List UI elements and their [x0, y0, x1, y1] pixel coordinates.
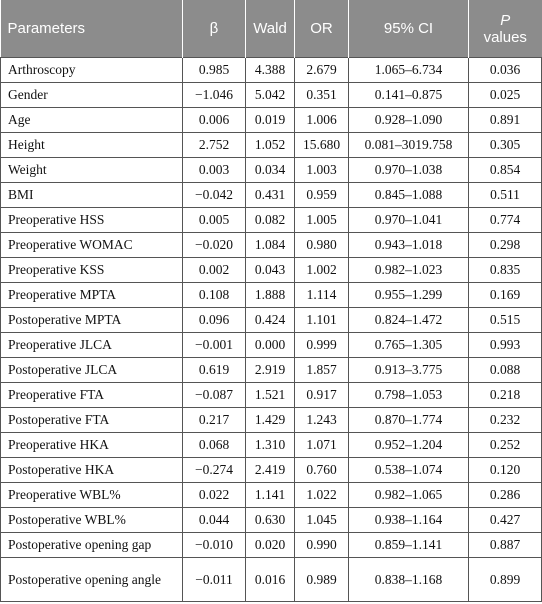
- table-row: [1, 483, 542, 508]
- or-cell: 0.351: [295, 83, 349, 108]
- parameter-cell: Arthroscopy: [1, 58, 183, 83]
- table-row: [1, 508, 542, 533]
- or-cell: 0.959: [295, 183, 349, 208]
- p-value-cell: 0.286: [469, 483, 542, 508]
- ci-cell: 0.859–1.141: [349, 533, 469, 558]
- parameter-cell: Preoperative FTA: [1, 383, 183, 408]
- ci-cell: 0.938–1.164: [349, 508, 469, 533]
- table-row: [1, 308, 542, 333]
- wald-cell: 1.888: [246, 283, 295, 308]
- parameter-cell: Preoperative MPTA: [1, 283, 183, 308]
- or-cell: 1.045: [295, 508, 349, 533]
- wald-cell: 0.431: [246, 183, 295, 208]
- parameter-cell: Gender: [1, 83, 183, 108]
- beta-cell: 0.002: [183, 258, 246, 283]
- p-value-cell: 0.993: [469, 333, 542, 358]
- beta-cell: −1.046: [183, 83, 246, 108]
- p-value-cell: 0.120: [469, 458, 542, 483]
- wald-cell: 1.141: [246, 483, 295, 508]
- wald-cell: 0.020: [246, 533, 295, 558]
- table-header: [1, 0, 542, 58]
- ci-cell: 0.845–1.088: [349, 183, 469, 208]
- beta-cell: 0.217: [183, 408, 246, 433]
- p-value-cell: 0.218: [469, 383, 542, 408]
- p-value-cell: 0.511: [469, 183, 542, 208]
- parameter-cell: BMI: [1, 183, 183, 208]
- wald-cell: 0.043: [246, 258, 295, 283]
- beta-cell: −0.011: [183, 558, 246, 602]
- p-value-cell: 0.427: [469, 508, 542, 533]
- table-row: [1, 458, 542, 483]
- beta-cell: 0.096: [183, 308, 246, 333]
- p-value-cell: 0.835: [469, 258, 542, 283]
- ci-cell: 0.928–1.090: [349, 108, 469, 133]
- wald-cell: 0.630: [246, 508, 295, 533]
- header-ci: 95% CI: [349, 0, 469, 58]
- parameter-cell: Postoperative MPTA: [1, 308, 183, 333]
- header-parameters: Parameters: [1, 0, 183, 58]
- beta-cell: 0.005: [183, 208, 246, 233]
- or-cell: 0.917: [295, 383, 349, 408]
- table-row: [1, 258, 542, 283]
- wald-cell: 2.419: [246, 458, 295, 483]
- header-or: OR: [295, 0, 349, 58]
- header-values: values: [483, 28, 527, 46]
- p-value-cell: 0.774: [469, 208, 542, 233]
- parameter-cell: Postoperative FTA: [1, 408, 183, 433]
- ci-cell: 1.065–6.734: [349, 58, 469, 83]
- table-row: [1, 158, 542, 183]
- wald-cell: 4.388: [246, 58, 295, 83]
- ci-cell: 0.141–0.875: [349, 83, 469, 108]
- header-row: [1, 0, 542, 58]
- p-value-cell: 0.088: [469, 358, 542, 383]
- wald-cell: 1.052: [246, 133, 295, 158]
- parameter-cell: Postoperative HKA: [1, 458, 183, 483]
- table-row: [1, 283, 542, 308]
- ci-cell: 0.970–1.041: [349, 208, 469, 233]
- p-value-cell: 0.515: [469, 308, 542, 333]
- ci-cell: 0.952–1.204: [349, 433, 469, 458]
- p-value-cell: 0.854: [469, 158, 542, 183]
- ci-cell: 0.955–1.299: [349, 283, 469, 308]
- parameter-cell: Postoperative WBL%: [1, 508, 183, 533]
- wald-cell: 0.082: [246, 208, 295, 233]
- or-cell: 0.980: [295, 233, 349, 258]
- table-row: [1, 408, 542, 433]
- header-wald: Wald: [246, 0, 295, 58]
- table-row: [1, 383, 542, 408]
- p-value-cell: 0.025: [469, 83, 542, 108]
- wald-cell: 2.919: [246, 358, 295, 383]
- ci-cell: 0.765–1.305: [349, 333, 469, 358]
- p-value-cell: 0.169: [469, 283, 542, 308]
- table-row: [1, 233, 542, 258]
- p-value-cell: 0.891: [469, 108, 542, 133]
- wald-cell: 0.034: [246, 158, 295, 183]
- or-cell: 1.243: [295, 408, 349, 433]
- or-cell: 1.006: [295, 108, 349, 133]
- wald-cell: 0.000: [246, 333, 295, 358]
- ci-cell: 0.798–1.053: [349, 383, 469, 408]
- or-cell: 0.760: [295, 458, 349, 483]
- wald-cell: 5.042: [246, 83, 295, 108]
- ci-cell: 0.943–1.018: [349, 233, 469, 258]
- table-row: [1, 58, 542, 83]
- p-value-cell: 0.298: [469, 233, 542, 258]
- parameter-cell: Preoperative WOMAC: [1, 233, 183, 258]
- or-cell: 1.071: [295, 433, 349, 458]
- beta-cell: −0.042: [183, 183, 246, 208]
- table-row: [1, 183, 542, 208]
- or-cell: 15.680: [295, 133, 349, 158]
- p-value-cell: 0.305: [469, 133, 542, 158]
- parameter-cell: Weight: [1, 158, 183, 183]
- beta-cell: −0.020: [183, 233, 246, 258]
- beta-cell: −0.010: [183, 533, 246, 558]
- or-cell: 1.005: [295, 208, 349, 233]
- or-cell: 2.679: [295, 58, 349, 83]
- table-row: [1, 558, 542, 602]
- beta-cell: 0.985: [183, 58, 246, 83]
- ci-cell: 0.824–1.472: [349, 308, 469, 333]
- wald-cell: 1.521: [246, 383, 295, 408]
- table-row: [1, 533, 542, 558]
- ci-cell: 0.913–3.775: [349, 358, 469, 383]
- wald-cell: 0.424: [246, 308, 295, 333]
- p-value-cell: 0.252: [469, 433, 542, 458]
- beta-cell: 0.619: [183, 358, 246, 383]
- table-row: [1, 83, 542, 108]
- parameter-cell: Postoperative opening gap: [1, 533, 183, 558]
- ci-cell: 0.538–1.074: [349, 458, 469, 483]
- beta-cell: 0.108: [183, 283, 246, 308]
- table-row: [1, 108, 542, 133]
- table-row: [1, 208, 542, 233]
- parameter-cell: Age: [1, 108, 183, 133]
- wald-cell: 1.084: [246, 233, 295, 258]
- or-cell: 1.857: [295, 358, 349, 383]
- parameter-cell: Height: [1, 133, 183, 158]
- ci-cell: 0.838–1.168: [349, 558, 469, 602]
- wald-cell: 1.310: [246, 433, 295, 458]
- ci-cell: 0.870–1.774: [349, 408, 469, 433]
- table-row: [1, 433, 542, 458]
- or-cell: 1.114: [295, 283, 349, 308]
- parameter-cell: Preoperative WBL%: [1, 483, 183, 508]
- beta-cell: 0.068: [183, 433, 246, 458]
- wald-cell: 0.016: [246, 558, 295, 602]
- p-value-cell: 0.899: [469, 558, 542, 602]
- parameter-cell: Preoperative HSS: [1, 208, 183, 233]
- beta-cell: 0.044: [183, 508, 246, 533]
- beta-cell: 0.003: [183, 158, 246, 183]
- table-body: [1, 58, 542, 602]
- beta-cell: 2.752: [183, 133, 246, 158]
- ci-cell: 0.970–1.038: [349, 158, 469, 183]
- parameter-cell: Postoperative JLCA: [1, 358, 183, 383]
- beta-cell: −0.274: [183, 458, 246, 483]
- beta-cell: −0.001: [183, 333, 246, 358]
- table-row: [1, 333, 542, 358]
- header-p-values: [469, 0, 542, 58]
- parameter-cell: Preoperative KSS: [1, 258, 183, 283]
- p-value-cell: 0.036: [469, 58, 542, 83]
- wald-cell: 0.019: [246, 108, 295, 133]
- or-cell: 1.002: [295, 258, 349, 283]
- or-cell: 1.101: [295, 308, 349, 333]
- header-beta: β: [183, 0, 246, 58]
- ci-cell: 0.982–1.023: [349, 258, 469, 283]
- table-row: [1, 358, 542, 383]
- or-cell: 1.022: [295, 483, 349, 508]
- parameter-cell: Preoperative HKA: [1, 433, 183, 458]
- or-cell: 0.990: [295, 533, 349, 558]
- beta-cell: −0.087: [183, 383, 246, 408]
- ci-cell: 0.982–1.065: [349, 483, 469, 508]
- beta-cell: 0.022: [183, 483, 246, 508]
- p-value-cell: 0.232: [469, 408, 542, 433]
- parameter-cell: Postoperative opening angle: [1, 558, 183, 602]
- parameter-cell: Preoperative JLCA: [1, 333, 183, 358]
- or-cell: 1.003: [295, 158, 349, 183]
- header-p: P: [500, 11, 511, 29]
- or-cell: 0.999: [295, 333, 349, 358]
- or-cell: 0.989: [295, 558, 349, 602]
- wald-cell: 1.429: [246, 408, 295, 433]
- ci-cell: 0.081–3019.758: [349, 133, 469, 158]
- table-row: [1, 133, 542, 158]
- p-value-cell: 0.887: [469, 533, 542, 558]
- beta-cell: 0.006: [183, 108, 246, 133]
